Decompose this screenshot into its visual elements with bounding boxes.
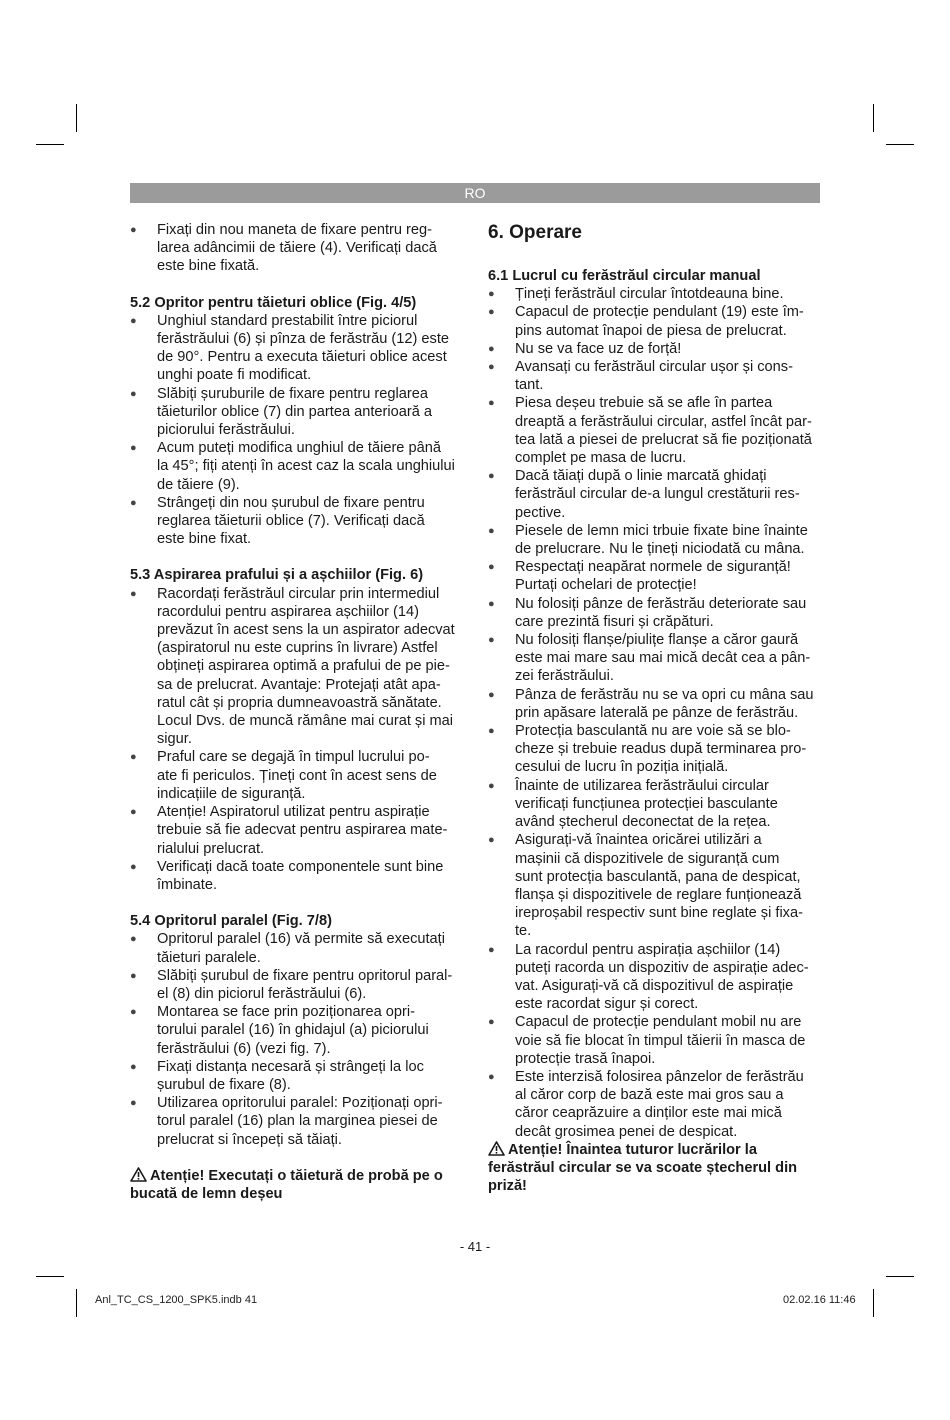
section-heading-text: 6.1 Lucrul cu ferăstrăul circular manual xyxy=(488,268,761,284)
bullet-item xyxy=(488,1068,821,1141)
bullet-icon: ● xyxy=(488,1016,495,1029)
bullet-item xyxy=(130,439,464,494)
bullet-text: Țineți ferăstrăul circular întotdeauna bine. xyxy=(515,286,784,303)
page-number: - 41 - xyxy=(459,1239,491,1254)
bullet-icon: ● xyxy=(488,561,495,574)
crop-mark xyxy=(886,1276,914,1277)
footer-timestamp: 02.02.16 11:46 xyxy=(783,1294,856,1306)
bullet-icon: ● xyxy=(488,943,495,956)
chapter-title xyxy=(488,221,821,245)
bullet-icon: ● xyxy=(488,634,495,647)
bullet-item xyxy=(130,385,464,440)
bullet-item xyxy=(488,558,821,594)
bullet-text: Montarea se face prin poziționarea opri- torului paralel (16) în ghidajul (a) piciorului ferăstrăului (6) (vezi fig. 7). xyxy=(157,1004,429,1057)
bullet-icon: ● xyxy=(488,306,495,319)
bullet-text: Fixați din nou maneta de fixare pentru reg- larea adâncimii de tăiere (4). Verificați dacă este bine fixată. xyxy=(157,222,437,275)
bullet-icon: ● xyxy=(130,969,137,982)
bullet-icon: ● xyxy=(130,1006,137,1019)
bullet-item xyxy=(488,285,821,303)
bullet-icon: ● xyxy=(488,361,495,374)
spacer xyxy=(130,894,464,912)
bullet-item xyxy=(130,221,464,276)
bullet-icon: ● xyxy=(130,806,137,819)
bullet-icon: ● xyxy=(130,314,137,327)
bullet-item xyxy=(130,494,464,549)
bullet-text: Unghiul standard prestabilit între piciorul ferăstrăului (6) și pînza de ferăstrău (12) este de 90°. Pentru a executa tăieturi oblice acest unghi poate fi modificat. xyxy=(157,312,450,384)
section-heading-text: 5.2 Opritor pentru tăieturi oblice (Fig. 4/5) xyxy=(130,294,417,311)
section-heading-text: 5.4 Opritorul paralel (Fig. 7/8) xyxy=(130,913,332,930)
left-column xyxy=(130,221,464,1203)
bullet-text: Slăbiți șurubul de fixare pentru opritorul paral- el (8) din piciorul ferăstrăului (6). xyxy=(157,967,453,1002)
bullet-icon: ● xyxy=(488,725,495,738)
bullet-item xyxy=(488,777,821,832)
bullet-item xyxy=(488,686,821,722)
warning-note xyxy=(130,1167,464,1203)
bullet-text: Asigurați-vă înaintea oricărei utilizări a mașinii că dispozitivele de siguranță cum sunt protecția basculantă, pana de despicat, flanșa și dispozitivele de reglare funționează ireproșabil respectiv sunt bine reglate și fixa- te. xyxy=(515,832,803,940)
footer-filename: Anl_TC_CS_1200_SPK5.indb 41 xyxy=(95,1294,258,1306)
bullet-text: Acum puteți modifica unghiul de tăiere până la 45°; fiți atenți în acest caz la scala unghiului de tăiere (9). xyxy=(157,440,455,493)
bullet-icon: ● xyxy=(488,597,495,610)
bullet-icon: ● xyxy=(488,524,495,537)
spacer xyxy=(488,249,821,267)
crop-mark xyxy=(36,144,64,145)
bullet-item xyxy=(130,1094,464,1149)
bullet-text: Nu se va face uz de forță! xyxy=(515,340,682,357)
bullet-text: Piesa deșeu trebuie să se afle în partea dreaptă a ferăstrăului circular, astfel încât par- tea lată a piesei de prelucrat să fie poziționată complet pe masa de lucru. xyxy=(515,395,812,467)
bullet-text: Înainte de utilizarea ferăstrăului circular verificați funcțiunea protecției basculante având ștecherul deconectat de la rețea. xyxy=(515,777,778,831)
bullet-item xyxy=(488,631,821,686)
bullet-icon: ● xyxy=(130,1097,137,1110)
bullet-text: Protecția basculantă nu are voie să se blo- cheze și trebuie readus după terminarea pro- cesului de lucru în poziția inițială. xyxy=(515,723,807,776)
language-header-bar xyxy=(130,183,820,203)
bullet-item xyxy=(488,722,821,777)
bullet-text: Avansați cu ferăstrăul circular ușor și cons- tant. xyxy=(515,359,793,394)
language-code: RO xyxy=(464,185,486,201)
bullet-text: Pânza de ferăstrău nu se va opri cu mâna sau prin apăsare laterală pe pânze de ferăstrău. xyxy=(515,686,814,721)
section-heading xyxy=(130,294,464,312)
crop-mark xyxy=(873,104,874,132)
bullet-text: Respectați neapărat normele de siguranță! Purtați ochelari de protecție! xyxy=(515,559,791,594)
crop-mark xyxy=(76,104,77,132)
bullet-icon: ● xyxy=(130,1060,137,1073)
bullet-item xyxy=(488,340,821,358)
bullet-item xyxy=(488,467,821,522)
chapter-title-text: 6. Operare xyxy=(488,222,582,243)
bullet-item xyxy=(488,522,821,558)
warning-text: Atenție! Executați o tăietură de probă pe o bucată de lemn deșeu xyxy=(130,1167,443,1202)
bullet-item xyxy=(488,1013,821,1068)
bullet-text: Praful care se degajă în timpul lucrului po- ate fi periculos. Țineți cont în acest sens de indicațiile de siguranță. xyxy=(157,749,437,802)
bullet-item xyxy=(130,858,464,894)
bullet-text: Nu folosiți flanșe/piulițe flanșe a căror gaură este mai mare sau mai mică decât cea a pân- zei ferăstrăului. xyxy=(515,632,811,685)
bullet-item xyxy=(488,303,821,339)
bullet-icon: ● xyxy=(130,860,137,873)
bullet-text: Nu folosiți pânze de ferăstrău deteriorate sau care prezintă fisuri și crăpături. xyxy=(515,595,807,630)
bullet-icon: ● xyxy=(488,342,495,355)
bullet-text: Strângeți din nou șurubul de fixare pentru reglarea tăieturii oblice (7). Verificați dacă este bine fixat. xyxy=(157,494,425,548)
bullet-text: Racordați ferăstrăul circular prin intermediul racordului pentru aspirarea așchiilor (14) prevăzut în acest sens la un aspirator adecvat (aspiratorul nu este cuprins în livrare) Astfel obțineți aspirarea optimă a prafului de pe pie- sa de prelucrat. Avantaje: Protejați atât apa- ratul cât și propria dumneavoastră sănătate. Locul Dvs. de muncă rămâne mai curat și mai sigur. xyxy=(157,585,455,748)
bullet-item xyxy=(488,394,821,467)
bullet-icon: ● xyxy=(130,933,137,946)
bullet-icon: ● xyxy=(488,397,495,410)
crop-mark xyxy=(886,144,914,145)
bullet-item xyxy=(130,803,464,858)
bullet-text: Fixați distanța necesară și strângeți la loc șurubul de fixare (8). xyxy=(157,1058,424,1093)
bullet-icon: ● xyxy=(130,224,137,236)
bullet-icon: ● xyxy=(488,834,495,847)
right-column xyxy=(488,221,821,1195)
bullet-text: Slăbiți șuruburile de fixare pentru reglarea tăieturilor oblice (7) din partea anterioară a piciorului ferăstrăului. xyxy=(157,385,433,439)
bullet-icon: ● xyxy=(130,587,137,600)
crop-mark xyxy=(36,1276,64,1277)
bullet-text: Piesele de lemn mici trbuie fixate bine înainte de prelucrare. Nu le țineți niciodată cu mâna. xyxy=(515,522,808,558)
bullet-item xyxy=(130,1003,464,1058)
bullet-text: Dacă tăiați după o linie marcată ghidați ferăstrăul circular de-a lungul crestăturii res- pective. xyxy=(515,468,800,521)
section-heading xyxy=(488,267,821,285)
section-heading xyxy=(130,566,464,584)
warning-icon xyxy=(130,1167,147,1182)
bullet-icon: ● xyxy=(488,779,495,792)
spacer xyxy=(130,276,464,294)
bullet-item xyxy=(130,930,464,966)
bullet-text: Este interzisă folosirea pânzelor de ferăstrău al căror corp de bază este mai gros sau a căror ceaprăzuire a dinților este mai mică decât grosimea penei de despicat. xyxy=(515,1068,804,1140)
bullet-item xyxy=(488,358,821,394)
bullet-icon: ● xyxy=(488,288,495,301)
bullet-item xyxy=(488,941,821,1014)
bullet-item xyxy=(130,1058,464,1094)
section-heading-text: 5.3 Aspirarea prafului și a așchiilor (Fig. 6) xyxy=(130,567,424,584)
bullet-item xyxy=(488,595,821,631)
bullet-item xyxy=(130,748,464,803)
crop-mark xyxy=(873,1289,874,1317)
spacer xyxy=(130,548,464,566)
bullet-icon: ● xyxy=(488,1070,495,1083)
bullet-item xyxy=(130,967,464,1003)
warning-note xyxy=(488,1141,821,1196)
bullet-icon: ● xyxy=(130,751,137,764)
bullet-item xyxy=(130,585,464,749)
bullet-icon: ● xyxy=(488,688,495,701)
bullet-text: Verificați dacă toate componentele sunt bine îmbinate. xyxy=(157,858,444,893)
bullet-text: Opritorul paralel (16) vă permite să executați tăieturi paralele. xyxy=(157,931,445,966)
bullet-text: Capacul de protecție pendulant (19) este îm- pins automat înapoi de piesa de prelucrat. xyxy=(515,304,804,339)
warning-icon xyxy=(488,1141,505,1156)
bullet-text: Capacul de protecție pendulant mobil nu are voie să fie blocat în timpul tăierii în masca de protecție trasă înapoi. xyxy=(515,1014,806,1067)
bullet-text: Utilizarea opritorului paralel: Poziționați opri- torul paralel (16) plan la marginea piesei de prelucrat si începeți să tăiați. xyxy=(157,1095,443,1148)
warning-text: Atenție! Înaintea tuturor lucrărilor la ferăstrăul circular se va scoate ștecherul din priză! xyxy=(488,1141,798,1195)
bullet-text: La racordul pentru aspirația așchiilor (14) puteți racorda un dispozitiv de aspirație adec- vat. Asigurați-vă că dispozitivul de aspirație este racordat sigur și corect. xyxy=(515,941,809,1013)
bullet-icon: ● xyxy=(130,442,137,455)
section-heading xyxy=(130,912,464,930)
bullet-text: Atenție! Aspiratorul utilizat pentru aspirație trebuie să fie adecvat pentru aspirarea mate- rialului prelucrat. xyxy=(157,804,448,857)
bullet-icon: ● xyxy=(130,496,137,509)
crop-mark xyxy=(76,1289,77,1317)
bullet-icon: ● xyxy=(488,470,495,483)
bullet-item xyxy=(488,831,821,940)
spacer xyxy=(130,1149,464,1167)
bullet-icon: ● xyxy=(130,387,137,400)
bullet-item xyxy=(130,312,464,385)
